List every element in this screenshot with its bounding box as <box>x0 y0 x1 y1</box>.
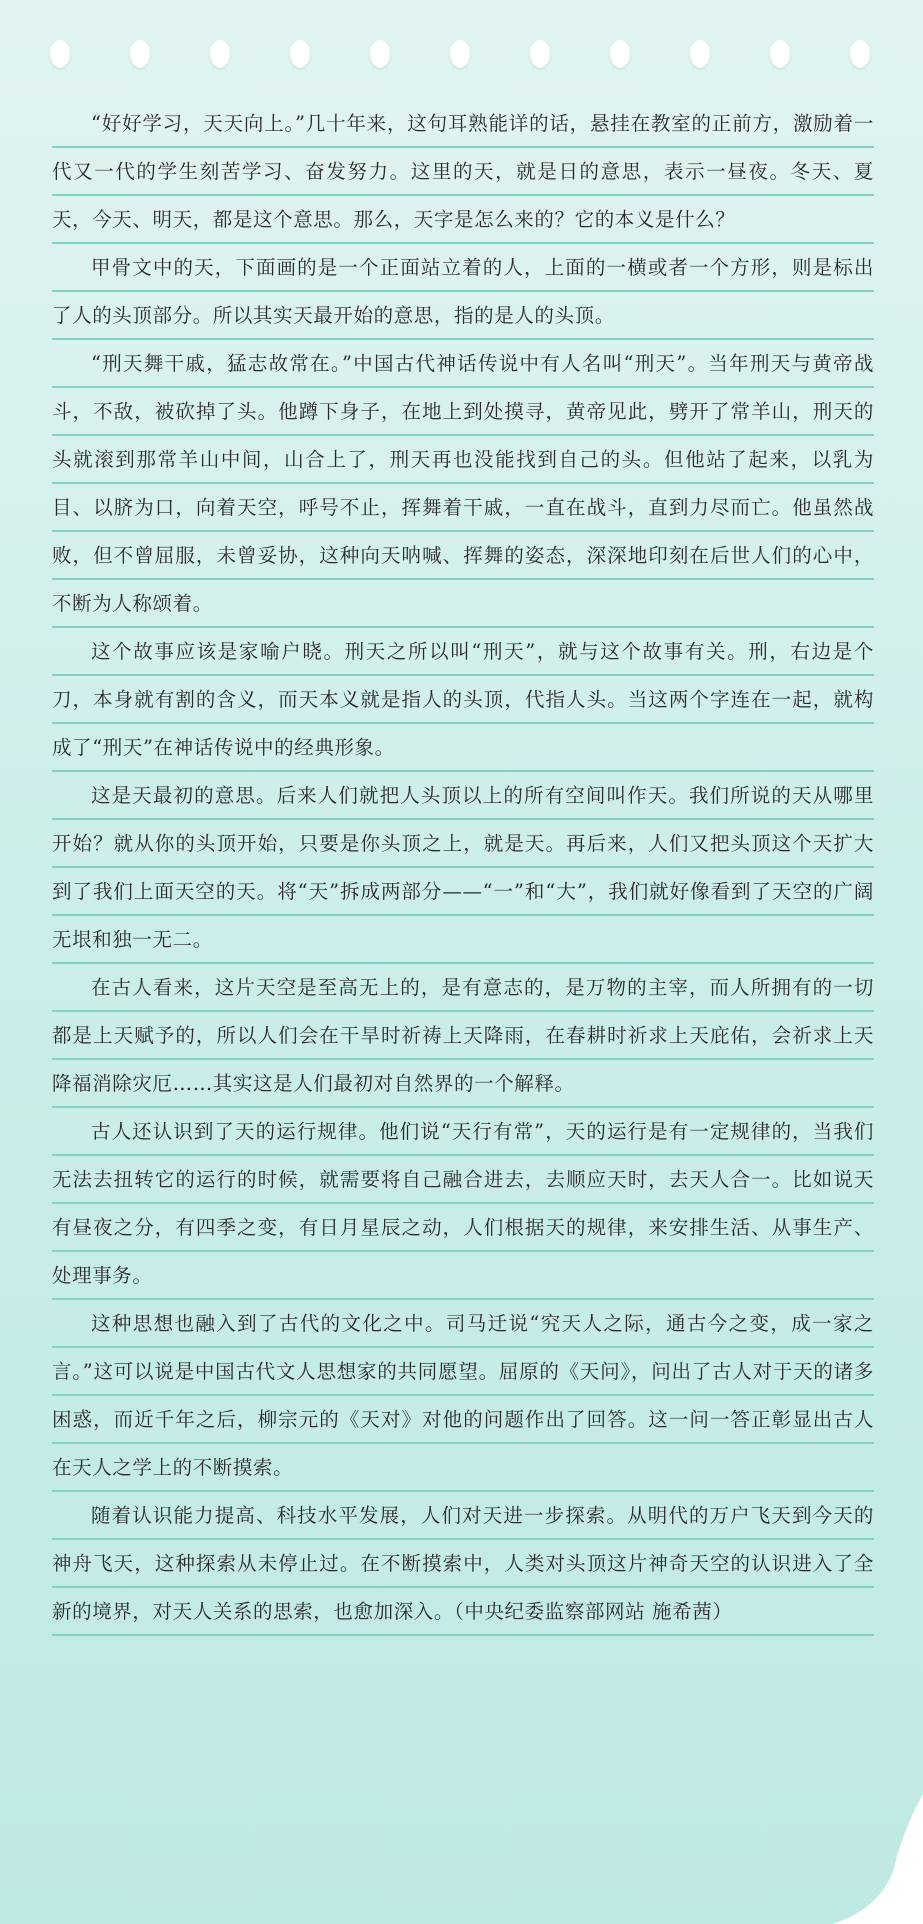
binding-hole <box>50 40 70 68</box>
paragraph: 古人还认识到了天的运行规律。他们说“天行有常”，天的运行是有一定规律的，当我们无法去扭转它的运行的时候，就需要将自己融合进去，去顺应天时，去天人合一。比如说天有昼夜之分，有四季之变，有日月星辰之动，人们根据天的规律，来安排生活、从事生产、处理事务。 <box>52 1108 874 1300</box>
binding-hole <box>530 40 550 68</box>
paragraph: 这个故事应该是家喻户晓。刑天之所以叫“刑天”，就与这个故事有关。刑，右边是个刀，本身就有割的含义，而天本义就是指人的头顶，代指人头。当这两个字连在一起，就构成了“刑天”在神话传说中的经典形象。 <box>52 628 874 772</box>
binding-hole <box>210 40 230 68</box>
binding-hole <box>690 40 710 68</box>
paragraph: “好好学习，天天向上。”几十年来，这句耳熟能详的话，悬挂在教室的正前方，激励着一代又一代的学生刻苦学习、奋发努力。这里的天，就是日的意思，表示一昼夜。冬天、夏天，今天、明天，都是这个意思。那么，天字是怎么来的？它的本义是什么？ <box>52 100 874 244</box>
article-body <box>52 100 874 1636</box>
paragraph: 这种思想也融入到了古代的文化之中。司马迁说“究天人之际，通古今之变，成一家之言。”这可以说是中国古代文人思想家的共同愿望。屈原的《天问》，问出了古人对于天的诸多困惑，而近千年之后，柳宗元的《天对》对他的问题作出了回答。这一问一答正彰显出古人在天人之学上的不断摸索。 <box>52 1300 874 1492</box>
paragraph: 这是天最初的意思。后来人们就把人头顶以上的所有空间叫作天。我们所说的天从哪里开始？就从你的头顶开始，只要是你头顶之上，就是天。再后来，人们又把头顶这个天扩大到了我们上面天空的天。将“天”拆成两部分——“一”和“大”，我们就好像看到了天空的广阔无垠和独一无二。 <box>52 772 874 964</box>
paragraph: 随着认识能力提高、科技水平发展，人们对天进一步探索。从明代的万户飞天到今天的神舟飞天，这种探索从未停止过。在不断摸索中，人类对头顶这片神奇天空的认识进入了全新的境界，对天人关系的思索，也愈加深入。（中央纪委监察部网站 施希茜） <box>52 1492 874 1636</box>
binding-hole <box>290 40 310 68</box>
binding-holes <box>50 40 880 74</box>
binding-hole <box>850 40 870 68</box>
binding-hole <box>770 40 790 68</box>
binding-hole <box>610 40 630 68</box>
binding-hole <box>370 40 390 68</box>
paragraph: 甲骨文中的天，下面画的是一个正面站立着的人，上面的一横或者一个方形，则是标出了人的头顶部分。所以其实天最开始的意思，指的是人的头顶。 <box>52 244 874 340</box>
paragraph: “刑天舞干戚，猛志故常在。”中国古代神话传说中有人名叫“刑天”。当年刑天与黄帝战斗，不敌，被砍掉了头。他蹲下身子，在地上到处摸寻，黄帝见此，劈开了常羊山，刑天的头就滚到那常羊山中间，山合上了，刑天再也没能找到自己的头。但他站了起来，以乳为目、以脐为口，向着天空，呼号不止，挥舞着干戚，一直在战斗，直到力尽而亡。他虽然战败，但不曾屈服，未曾妥协，这种向天呐喊、挥舞的姿态，深深地印刻在后世人们的心中，不断为人称颂着。 <box>52 340 874 628</box>
page-curl <box>833 1794 923 1924</box>
paragraph: 在古人看来，这片天空是至高无上的，是有意志的，是万物的主宰，而人所拥有的一切都是上天赋予的，所以人们会在干旱时祈祷上天降雨，在春耕时祈求上天庇佑，会祈求上天降福消除灾厄……其实这是人们最初对自然界的一个解释。 <box>52 964 874 1108</box>
binding-hole <box>450 40 470 68</box>
binding-hole <box>130 40 150 68</box>
